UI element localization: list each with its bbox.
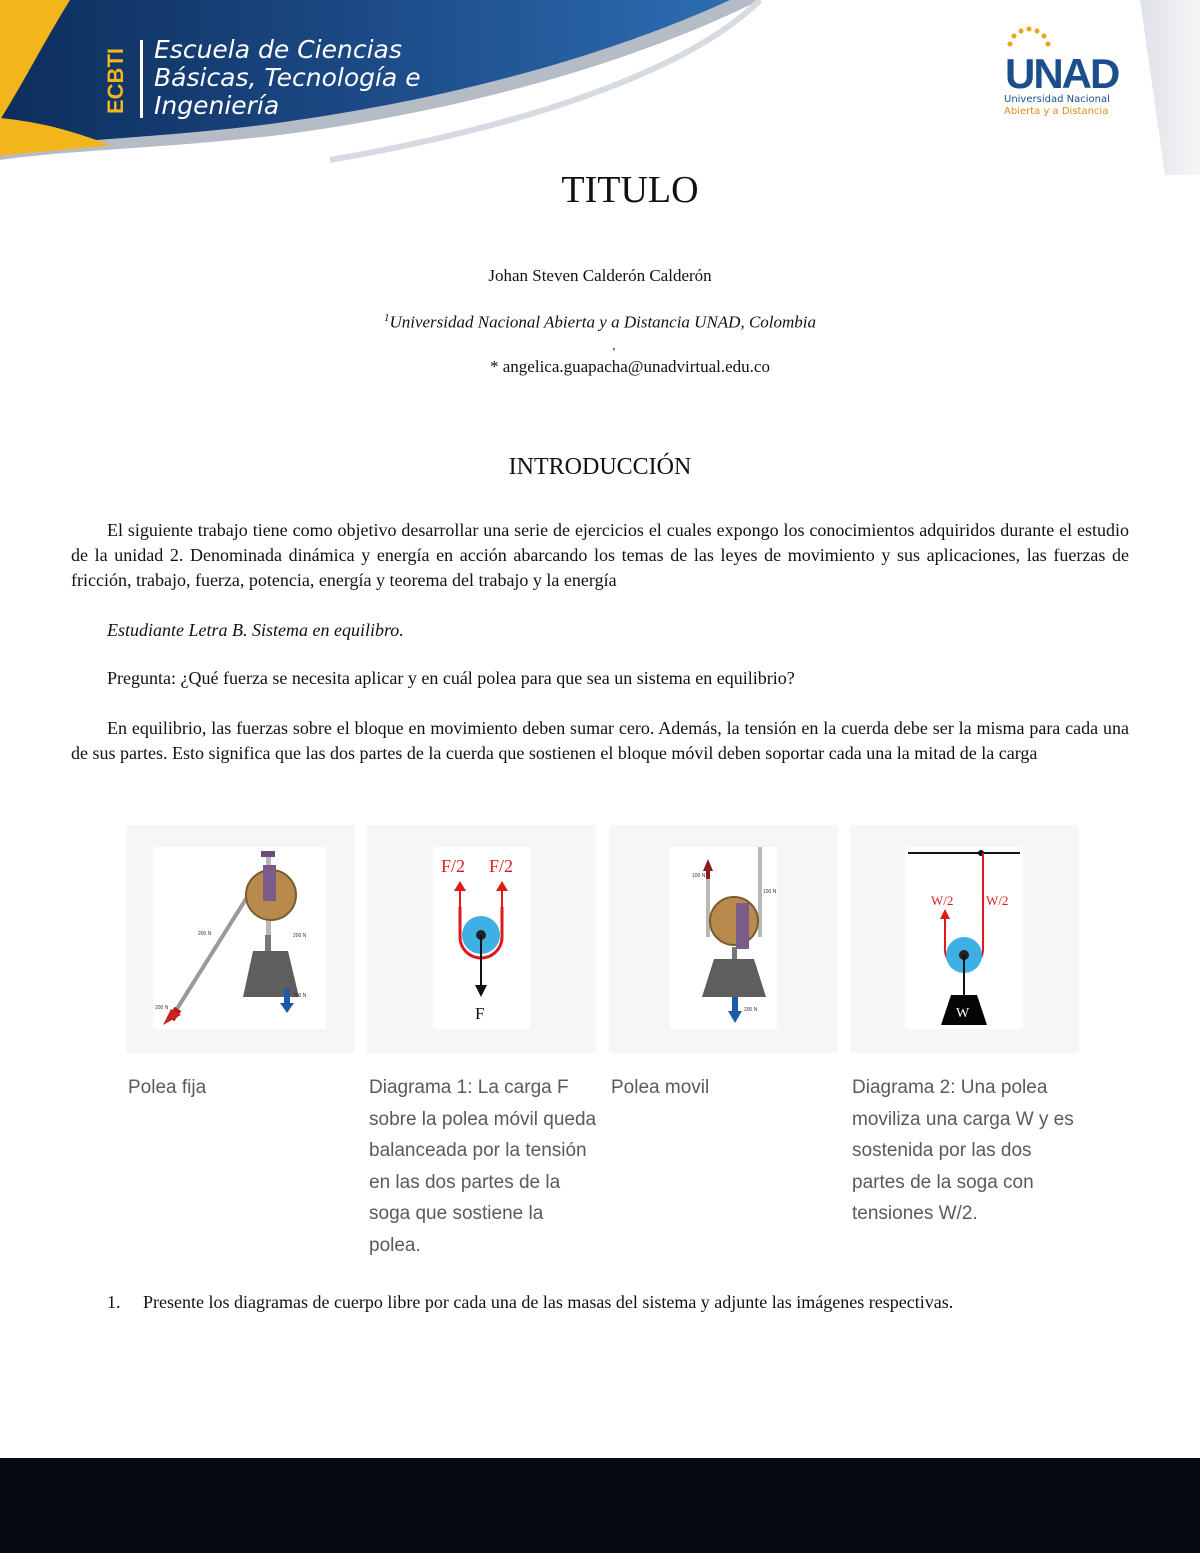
affiliation-text: Universidad Nacional Abierta y a Distancia UNAD, Colombia (389, 312, 817, 332)
unad-mark: UNAD (1005, 50, 1119, 97)
diagram-1-image (433, 847, 530, 1029)
fixed-pulley-label-3: 200 N (293, 993, 307, 999)
author: Johan Steven Calderón Calderón (488, 266, 712, 285)
diagram-1-load: F (475, 1004, 485, 1023)
caption-fixed-pulley: Polea fija (128, 1077, 207, 1098)
movable-pulley-image (670, 847, 777, 1029)
affiliation-comma: , (612, 338, 616, 352)
diagram-2-image (905, 847, 1023, 1029)
list-text: Presente los diagramas de cuerpo libre por cada una de las masas del sistema y adjunte las imágenes respectivas. (143, 1292, 954, 1312)
affiliation (0, 312, 1200, 333)
figure-panel-diagram-1 (367, 825, 596, 1053)
fixed-pulley-label-1: 200 N (198, 931, 212, 937)
fixed-pulley-label-4: 200 N (155, 1005, 169, 1011)
movable-pulley-label-1: 100 N (692, 873, 706, 879)
diagram-2-tension-left: W/2 (931, 893, 954, 908)
list-number: 1. (107, 1292, 121, 1312)
paragraph-student: Estudiante Letra B. Sistema en equilibro. (107, 620, 404, 640)
ecbti-vertical-logo (100, 40, 134, 122)
school-line-3: Ingeniería (154, 91, 280, 120)
movable-pulley-label-3: 200 N (744, 1007, 758, 1013)
document-title: TITULO (561, 169, 699, 211)
diagram-1-force-left: F/2 (441, 856, 466, 876)
caption-movable-pulley: Polea movil (611, 1077, 710, 1098)
list-item-1 (71, 1290, 1171, 1315)
school-line-1: Escuela de Ciencias (154, 35, 402, 64)
diagram-2-weight: W (956, 1006, 970, 1021)
footer-band (0, 1458, 1200, 1553)
paragraph-question: Pregunta: ¿Qué fuerza se necesita aplicar y en cuál polea para que sea un sistema en equilibrio? (107, 668, 795, 688)
university-line-2: Abierta y a Distancia (1004, 106, 1109, 117)
fixed-pulley-image (153, 847, 326, 1029)
school-name (154, 36, 421, 120)
ecbti-acronym: ECBTI (102, 48, 128, 114)
school-line-2: Básicas, Tecnología e (154, 63, 421, 92)
affiliation-superscript: 1 (383, 312, 390, 324)
diagram-1-force-right: F/2 (489, 856, 514, 876)
figure-panel-movable-pulley (609, 825, 838, 1053)
paragraph-equilibrium: En equilibrio, las fuerzas sobre el bloque en movimiento deben sumar cero. Además, la tensión en la cuerda debe ser la misma para cada una de sus partes. Esto significa que las dos partes de la cuerda que sostienen el bloque móvil deben soportar cada una la mitad de la carga (71, 718, 1129, 763)
fixed-pulley-label-2: 200 N (293, 933, 307, 939)
section-title: INTRODUCCIÓN (508, 454, 692, 480)
university-name (1004, 94, 1110, 118)
unad-dots-icon (1008, 27, 1051, 47)
diagram-2-tension-right: W/2 (986, 893, 1009, 908)
movable-pulley-label-2: 100 N (763, 889, 777, 895)
paragraph-intro: El siguiente trabajo tiene como objetivo desarrollar una serie de ejercicios el cuales expongo los conocimientos adquiridos durante el estudio de la unidad 2. Denominada dinámica y energía en acción abarcando los temas de las leyes de movimiento y sus aplicaciones, las fuerzas de fricción, trabajo, fuerza, potencia, energía y teorema del trabajo y la energía (71, 520, 1129, 590)
email: * angelica.guapacha@unadvirtual.edu.co (490, 357, 770, 376)
figure-panel-fixed-pulley (126, 825, 355, 1053)
university-line-1: Universidad Nacional (1004, 94, 1110, 105)
caption-diagram-1: Diagrama 1: La carga F sobre la polea móvil queda balanceada por la tensión en las dos partes de la soga que sostiene la polea. (369, 1077, 597, 1256)
figure-panel-diagram-2 (850, 825, 1079, 1053)
caption-diagram-2: Diagrama 2: Una polea moviliza una carga W y es sostenida por las dos partes de la soga con tensiones W/2. (852, 1077, 1074, 1224)
